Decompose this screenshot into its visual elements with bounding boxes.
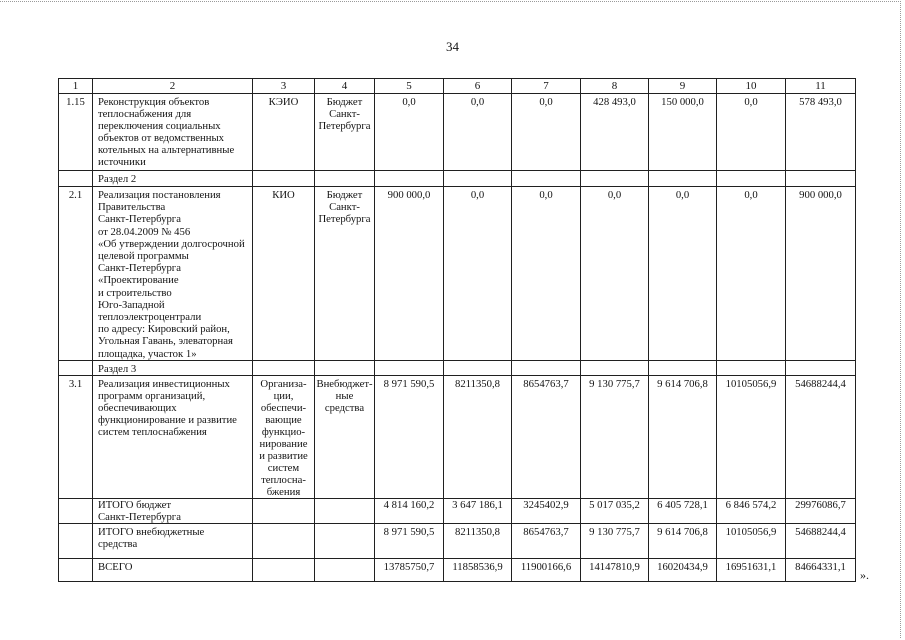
empty-cell (59, 524, 93, 559)
column-number: 11 (786, 79, 856, 94)
amount-col-6: 3 647 186,1 (444, 499, 512, 524)
amount-col-10: 16951631,1 (717, 559, 786, 582)
amount-col-7: 8654763,7 (512, 524, 581, 559)
funding-source: Бюджет Санкт- Петербурга (315, 94, 375, 171)
amount-col-8: 9 130 775,7 (581, 376, 649, 499)
empty-cell (512, 171, 581, 187)
amount-col-6: 8211350,8 (444, 376, 512, 499)
empty-cell (59, 171, 93, 187)
column-number: 3 (253, 79, 315, 94)
table-row (59, 187, 856, 361)
empty-cell (512, 361, 581, 376)
amount-col-9: 16020434,9 (649, 559, 717, 582)
amount-col-10: 6 846 574,2 (717, 499, 786, 524)
empty-cell (649, 361, 717, 376)
column-number: 4 (315, 79, 375, 94)
amount-col-6: 0,0 (444, 94, 512, 171)
funding-table (58, 78, 856, 582)
column-number: 7 (512, 79, 581, 94)
amount-col-11: 54688244,4 (786, 376, 856, 499)
empty-cell (649, 171, 717, 187)
empty-cell (375, 361, 444, 376)
column-number-row (59, 79, 856, 94)
column-number: 9 (649, 79, 717, 94)
amount-col-7: 0,0 (512, 187, 581, 361)
amount-col-10: 10105056,9 (717, 376, 786, 499)
responsible-executor: Организа- ции, обеспечи- вающие функцио- нирование и развитие систем теплосна- бжения (253, 376, 315, 499)
amount-col-9: 9 614 706,8 (649, 524, 717, 559)
empty-cell (786, 361, 856, 376)
empty-cell (315, 524, 375, 559)
grand-total-row (59, 559, 856, 582)
section-label: Раздел 2 (93, 171, 253, 187)
total-row (59, 499, 856, 524)
empty-cell (253, 499, 315, 524)
empty-cell (717, 361, 786, 376)
empty-cell (253, 361, 315, 376)
amount-col-5: 8 971 590,5 (375, 524, 444, 559)
responsible-executor: КЭИО (253, 94, 315, 171)
item-name: Реализация инвестиционных программ организаций, обеспечивающих функционирование и развитие систем теплоснабжения (93, 376, 253, 499)
total-row (59, 524, 856, 559)
amount-col-8: 14147810,9 (581, 559, 649, 582)
amount-col-5: 0,0 (375, 94, 444, 171)
amount-col-9: 150 000,0 (649, 94, 717, 171)
amount-col-11: 29976086,7 (786, 499, 856, 524)
amount-col-10: 0,0 (717, 187, 786, 361)
empty-cell (253, 559, 315, 582)
amount-col-7: 0,0 (512, 94, 581, 171)
amount-col-9: 9 614 706,8 (649, 376, 717, 499)
funding-source: Бюджет Санкт- Петербурга (315, 187, 375, 361)
total-label: ИТОГО бюджет Санкт-Петербурга (93, 499, 253, 524)
amount-col-8: 5 017 035,2 (581, 499, 649, 524)
item-name: Реконструкция объектов теплоснабжения для переключения социальных объектов от ведомственных котельных на альтернативные источники (93, 94, 253, 171)
table-row (59, 376, 856, 499)
amount-col-6: 0,0 (444, 187, 512, 361)
amount-col-11: 900 000,0 (786, 187, 856, 361)
amount-col-7: 8654763,7 (512, 376, 581, 499)
amount-col-6: 11858536,9 (444, 559, 512, 582)
empty-cell (786, 171, 856, 187)
item-number: 3.1 (59, 376, 93, 499)
empty-cell (375, 171, 444, 187)
section-label: Раздел 3 (93, 361, 253, 376)
amount-col-7: 11900166,6 (512, 559, 581, 582)
amount-col-11: 84664331,1 (786, 559, 856, 582)
item-name: Реализация постановления Правительства Санкт-Петербурга от 28.04.2009 № 456 «Об утверждении долгосрочной целевой программы Санкт-Петербурга «Проектирование и строительство Юго-Западной теплоэлектроцентрали по адресу: Кировский район, Угольная Гавань, элеваторная площадка, участок 1» (93, 187, 253, 361)
item-number: 2.1 (59, 187, 93, 361)
empty-cell (253, 171, 315, 187)
total-label: ИТОГО внебюджетные средства (93, 524, 253, 559)
amount-col-6: 8211350,8 (444, 524, 512, 559)
column-number: 8 (581, 79, 649, 94)
total-label: ВСЕГО (93, 559, 253, 582)
empty-cell (444, 171, 512, 187)
item-number: 1.15 (59, 94, 93, 171)
empty-cell (59, 499, 93, 524)
empty-cell (717, 171, 786, 187)
section-row (59, 361, 856, 376)
amount-col-11: 578 493,0 (786, 94, 856, 171)
empty-cell (315, 559, 375, 582)
amount-col-5: 8 971 590,5 (375, 376, 444, 499)
page-number: 34 (446, 39, 459, 54)
amount-col-9: 6 405 728,1 (649, 499, 717, 524)
empty-cell (581, 361, 649, 376)
amount-col-10: 0,0 (717, 94, 786, 171)
column-number: 1 (59, 79, 93, 94)
empty-cell (315, 361, 375, 376)
amount-col-5: 900 000,0 (375, 187, 444, 361)
responsible-executor: КИО (253, 187, 315, 361)
amount-col-5: 4 814 160,2 (375, 499, 444, 524)
empty-cell (59, 361, 93, 376)
closing-quote-mark: ». (860, 568, 869, 582)
column-number: 2 (93, 79, 253, 94)
empty-cell (253, 524, 315, 559)
amount-col-9: 0,0 (649, 187, 717, 361)
column-number: 5 (375, 79, 444, 94)
amount-col-7: 3245402,9 (512, 499, 581, 524)
column-number: 10 (717, 79, 786, 94)
amount-col-11: 54688244,4 (786, 524, 856, 559)
table-row (59, 94, 856, 171)
section-row (59, 171, 856, 187)
amount-col-8: 428 493,0 (581, 94, 649, 171)
funding-source: Внебюджет- ные средства (315, 376, 375, 499)
amount-col-8: 0,0 (581, 187, 649, 361)
empty-cell (444, 361, 512, 376)
empty-cell (315, 171, 375, 187)
amount-col-5: 13785750,7 (375, 559, 444, 582)
empty-cell (581, 171, 649, 187)
column-number: 6 (444, 79, 512, 94)
amount-col-8: 9 130 775,7 (581, 524, 649, 559)
empty-cell (59, 559, 93, 582)
empty-cell (315, 499, 375, 524)
amount-col-10: 10105056,9 (717, 524, 786, 559)
